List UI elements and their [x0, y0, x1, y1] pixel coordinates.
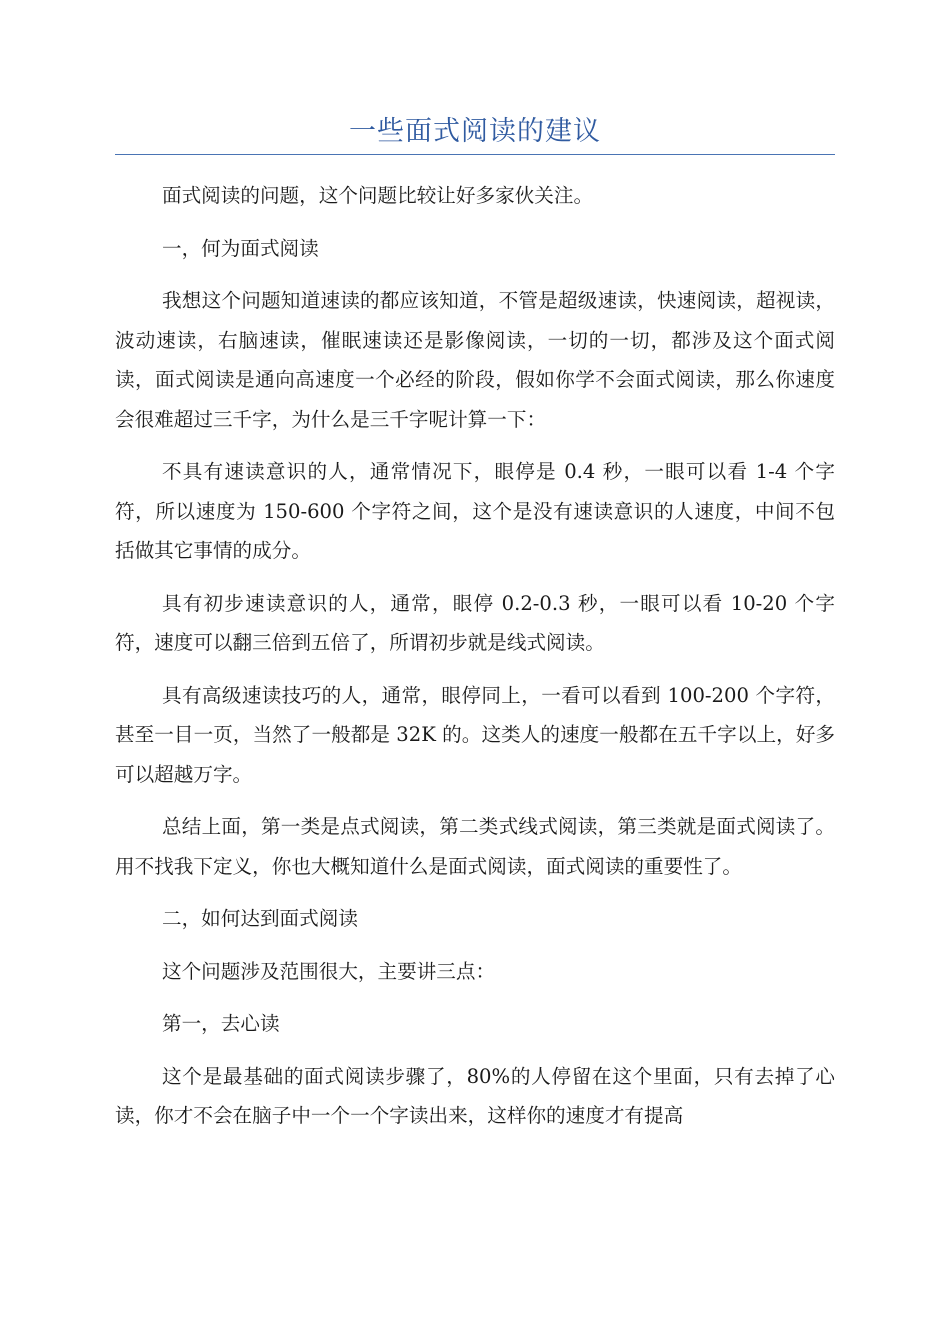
paragraph: 这个是最基础的面式阅读步骤了，80%的人停留在这个里面，只有去掉了心读，你才不会在脑子中一个一个字读出来，这样你的速度才有提高 [115, 1064, 835, 1127]
paragraph: 具有高级速读技巧的人，通常，眼停同上，一看可以看到 100-200 个字符，甚至一目一页，当然了一般都是 32K 的。这类人的速度一般都在五千字以上，好多可以超越万字。 [115, 683, 835, 786]
paragraph: 我想这个问题知道速读的都应该知道，不管是超级速读，快速阅读，超视读，波动速读，右脑速读，催眠速读还是影像阅读，一切的一切，都涉及这个面式阅读，面式阅读是通向高速度一个必经的阶段，假如你学不会面式阅读，那么你速度会很难超过三千字，为什么是三千字呢计算一下： [115, 289, 835, 431]
subheading-point-one: 第一，去心读 [162, 1012, 280, 1035]
paragraph: 具有初步速读意识的人，通常，眼停 0.2-0.3 秒，一眼可以看 10-20 个字符，速度可以翻三倍到五倍了，所谓初步就是线式阅读。 [115, 591, 835, 654]
heading-section-two: 二，如何达到面式阅读 [162, 907, 358, 930]
paragraph-intro: 面式阅读的问题，这个问题比较让好多家伙关注。 [162, 184, 594, 207]
title-underline [115, 154, 835, 155]
heading-section-one: 一，何为面式阅读 [162, 236, 319, 260]
paragraph: 这个问题涉及范围很大，主要讲三点： [162, 959, 496, 983]
paragraph: 总结上面，第一类是点式阅读，第二类式线式阅读，第三类就是面式阅读了。用不找我下定义，你也大概知道什么是面式阅读，面式阅读的重要性了。 [115, 815, 835, 878]
document-body [115, 176, 835, 1149]
document-title: 一些面式阅读的建议 [349, 116, 601, 147]
paragraph: 不具有速读意识的人，通常情况下，眼停是 0.4 秒，一眼可以看 1-4 个字符，所以速度为 150-600 个字符之间，这个是没有速读意识的人速度，中间不包括做其它事情的成分。 [115, 460, 835, 562]
